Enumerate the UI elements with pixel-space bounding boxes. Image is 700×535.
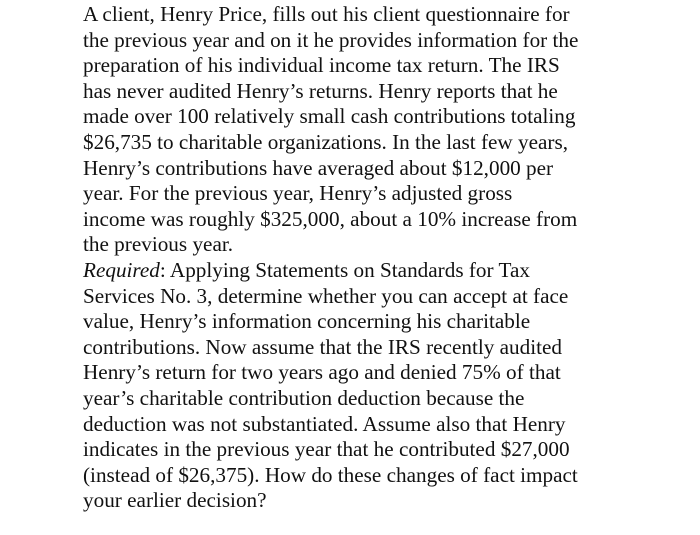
scenario-line-8: year. For the previous year, Henry’s adjusted gross: [83, 181, 513, 206]
required-line-9: (instead of $26,375). How do these changes of fact impact: [83, 462, 578, 487]
scenario-line-2: the previous year and on it he provides information for the: [83, 27, 579, 52]
required-line-4: contributions. Now assume that the IRS recently audited: [83, 334, 562, 359]
required-line-2: Services No. 3, determine whether you can accept at face: [83, 283, 569, 308]
scenario-line-3: preparation of his individual income tax return. The IRS: [83, 53, 560, 78]
scenario-line-10: the previous year.: [83, 232, 234, 257]
scenario-line-1: A client, Henry Price, fills out his client questionnaire for: [83, 2, 570, 26]
required-line-6: year’s charitable contribution deduction because the: [83, 385, 525, 410]
scenario-line-4: has never audited Henry’s returns. Henry reports that he: [83, 78, 558, 103]
scenario-line-9: income was roughly $325,000, about a 10% increase from: [83, 206, 578, 231]
required-label: Required: [83, 257, 160, 282]
required-first-line: [83, 258, 683, 284]
required-line-3: value, Henry’s information concerning his charitable: [83, 309, 531, 334]
scenario-line-5: made over 100 relatively small cash contributions totaling: [83, 104, 576, 129]
scenario-line-6: $26,735 to charitable organizations. In the last few years,: [83, 129, 569, 154]
required-first-line-text: : Applying Statements on Standards for Tax: [159, 257, 530, 282]
required-line-7: deduction was not substantiated. Assume also that Henry: [83, 411, 566, 436]
required-line-10: your earlier decision?: [83, 488, 267, 513]
required-line-5: Henry’s return for two years ago and denied 75% of that: [83, 360, 561, 385]
question-text: [83, 2, 683, 514]
required-line-8: indicates in the previous year that he contributed $27,000: [83, 437, 570, 462]
scenario-line-7: Henry’s contributions have averaged about $12,000 per: [83, 155, 554, 180]
